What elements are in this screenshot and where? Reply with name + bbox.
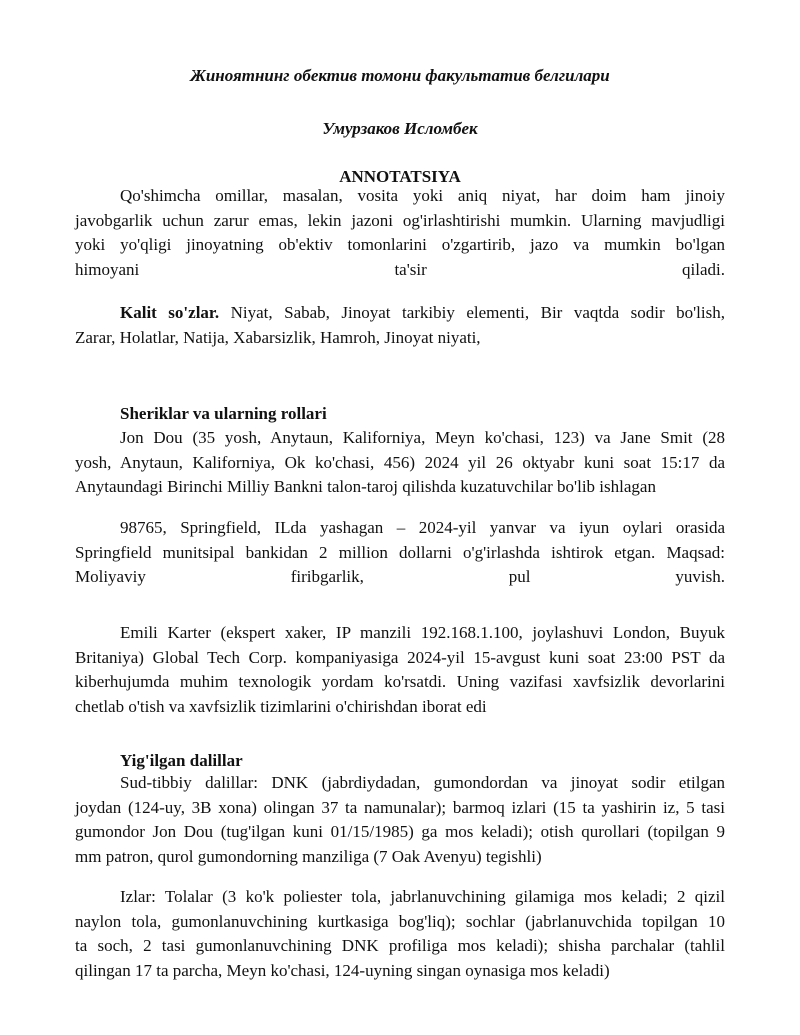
author-name: Умурзаков Исломбек: [322, 119, 478, 138]
evidence-paragraph-1: [75, 771, 725, 869]
text-line: Anytaundagi Birinchi Milliy Bankni talon-taroj qilishda kuzatuvchilar bo'lib ishlagan: [75, 477, 656, 497]
abstract-paragraph: [75, 184, 725, 282]
keywords-paragraph: [75, 301, 725, 350]
text-line: gumondor Jon Dou (tug'ilgan kuni 01/15/1985) ga mos keladi); otish qurollari (topilgan 9: [75, 822, 725, 842]
text-line: qilingan 17 ta parcha, Meyn ko'chasi, 124-uyning singan oynasiga mos keladi): [75, 960, 610, 980]
abstract-line: himoyani ta'sir qiladi.: [75, 259, 725, 279]
text-line: mm patron, qurol gumondorning manziliga (7 Oak Avenyu) tegishli): [75, 846, 542, 866]
text-line: yosh, Anytaun, Kaliforniya, Ok ko'chasi, 456) 2024 yil 26 oktyabr kuni soat 15:17 da: [75, 452, 725, 472]
text-line: Britaniya) Global Tech Corp. kompaniyasiga 2024-yil 15-avgust kuni soat 23:00 PST da: [75, 647, 725, 667]
text-line: 98765, Springfield, ILda yashagan – 2024-yil yanvar va iyun oylari orasida: [120, 518, 725, 537]
text-line: Jon Dou (35 yosh, Anytaun, Kaliforniya, Meyn ko'chasi, 123) va Jane Smit (28: [120, 428, 725, 447]
text-line: kiberhujumda muhim texnologik yordam ko'rsatdi. Uning vazifasi xavfsizlik devorlarini: [75, 672, 725, 692]
abstract-line: javobgarlik uchun zarur emas, lekin jazoni og'irlashtirishi mumkin. Ularning mavjudligi: [75, 210, 725, 230]
keywords-label: Kalit so'zlar.: [120, 303, 220, 322]
abstract-heading: ANNOTATSIYA: [339, 167, 461, 186]
section-heading-evidence: Yig'ilgan dalillar: [120, 751, 243, 770]
text-line: Emili Karter (ekspert xaker, IP manzili 192.168.1.100, joylashuvi London, Buyuk: [120, 623, 725, 642]
text-line: Springfield munitsipal bankidan 2 million dollarni o'g'irlashda ishtirok etgan. Maqsad:: [75, 542, 725, 562]
accomplices-paragraph-2: [75, 516, 725, 590]
abstract-line: yoki yo'qligi jinoyatning ob'ektiv tomonlarini o'zgartirib, jazo va mumkin bo'lgan: [75, 235, 725, 255]
accomplices-paragraph-3: [75, 621, 725, 719]
text-line: naylon tola, gumonlanuvchining kurtkasiga bog'liq); sochlar (jabrlanuvchida topilgan 10: [75, 911, 725, 931]
text-line: Moliyaviy firibgarlik, pul yuvish.: [75, 567, 725, 587]
evidence-paragraph-2: [75, 885, 725, 983]
abstract-line: Qo'shimcha omillar, masalan, vosita yoki aniq niyat, har doim ham jinoiy: [120, 186, 725, 205]
keywords-line: Zarar, Holatlar, Natija, Xabarsizlik, Hamroh, Jinoyat niyati,: [75, 327, 481, 347]
keywords-line: [75, 301, 725, 326]
text-line: Sud-tibbiy dalillar: DNK (jabrdiydadan, gumondordan va jinoyat sodir etilgan: [120, 773, 725, 792]
text-line: joydan (124-uy, 3B xona) olingan 37 ta namunalar); barmoq izlari (15 ta yashirin iz, 5 tasi: [75, 797, 725, 817]
keywords-text: Niyat, Sabab, Jinoyat tarkibiy elementi, Bir vaqtda sodir bo'lish,: [230, 303, 725, 322]
text-line: Izlar: Tolalar (3 ko'k poliester tola, jabrlanuvchining gilamiga mos keladi; 2 qizil: [120, 887, 725, 906]
document-title: Жиноятнинг обектив томони факультатив белгилари: [190, 66, 610, 85]
text-line: chetlab o'tish va xavfsizlik tizimlarini o'chirishdan iborat edi: [75, 696, 487, 716]
section-heading-accomplices: Sheriklar va ularning rollari: [120, 404, 327, 423]
accomplices-paragraph-1: [75, 426, 725, 500]
text-line: ta soch, 2 tasi gumonlanuvchining DNK profiliga mos keladi); shisha parchalar (tahlil: [75, 936, 725, 956]
